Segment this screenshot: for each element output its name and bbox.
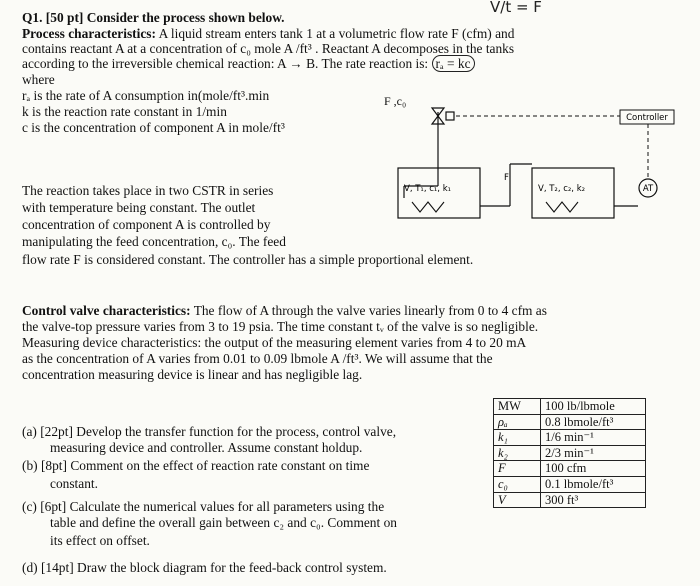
- definition-k: k is the reaction rate constant in 1/min: [22, 104, 227, 119]
- feed-label: F ,c₀: [384, 94, 407, 108]
- measuring-line-2: as the concentration of A varies from 0.01 to 0.09 lbmole A /ft³. We will assume that the: [22, 351, 493, 366]
- control-valve-icon: [432, 108, 454, 124]
- process-line-1: [22, 26, 514, 41]
- tank-2-label: V, T₂, c₂, k₂: [538, 184, 586, 194]
- agitator-icon: [546, 202, 578, 212]
- part-c-line-1: (c) [6pt] Calculate the numerical values for all parameters using the: [22, 499, 385, 514]
- table-row: [494, 476, 646, 492]
- part-c-line-2: table and define the overall gain between c₂ and c₀. Comment on: [50, 515, 397, 530]
- table-cell-symbol: k₁: [494, 430, 541, 446]
- definition-ra: rₐ is the rate of A consumption in(mole/ft³.min: [22, 88, 270, 103]
- valve-line-1: [22, 303, 547, 318]
- table-cell-symbol: V: [494, 492, 541, 508]
- table-row: [494, 461, 646, 477]
- process-diagram: [380, 88, 690, 228]
- measuring-line-1: Measuring device characteristics: the output of the measuring element varies from 4 to 20 mA: [22, 335, 527, 350]
- table-cell-value: 2/3 min⁻¹: [541, 445, 646, 461]
- parameter-table: [493, 398, 646, 508]
- table-cell-symbol: MW: [494, 399, 541, 415]
- table-row: [494, 399, 646, 415]
- tank-1-label: V, T₁, c₁, k₁: [404, 184, 452, 194]
- analyzer-label: AT: [642, 184, 654, 194]
- table-cell-value: 100 lb/lbmole: [541, 399, 646, 415]
- part-a-line-1: (a) [22pt] Develop the transfer function for the process, control valve,: [22, 424, 397, 439]
- series-line-5: flow rate F is considered constant. The controller has a simple proportional element.: [22, 252, 474, 267]
- part-a-line-2: measuring device and controller. Assume constant holdup.: [50, 440, 363, 455]
- table-cell-value: 0.8 lbmole/ft³: [541, 414, 646, 430]
- part-b-line-2: constant.: [50, 476, 98, 491]
- valve-heading: Control valve characteristics:: [22, 303, 191, 318]
- rate-expression: rₐ = kc: [432, 55, 475, 72]
- process-text-3: according to the irreversible chemical reaction: A → B. The rate reaction is:: [22, 56, 429, 71]
- series-line-1: The reaction takes place in two CSTR in series: [22, 183, 274, 198]
- agitator-icon: [412, 202, 444, 212]
- process-heading: Process characteristics:: [22, 26, 156, 41]
- series-line-2: with temperature being constant. The outlet: [22, 200, 256, 215]
- table-row: [494, 430, 646, 446]
- definition-c: c is the concentration of component A in mole/ft³: [22, 120, 285, 135]
- table-row: [494, 492, 646, 508]
- process-line-2: contains reactant A at a concentration of c₀ mole A /ft³ . Reactant A decomposes in the tanks: [22, 41, 515, 56]
- process-text-1: A liquid stream enters tank 1 at a volumetric flow rate F (cfm) and: [158, 26, 515, 41]
- series-line-4: manipulating the feed concentration, c₀. The feed: [22, 234, 286, 249]
- table-cell-symbol: ρₐ: [494, 414, 541, 430]
- table-cell-symbol: k₂: [494, 445, 541, 461]
- table-cell-value: 300 ft³: [541, 492, 646, 508]
- series-line-3: concentration of component A is controlled by: [22, 217, 271, 232]
- table-cell-value: 100 cfm: [541, 461, 646, 477]
- where-label: where: [22, 72, 55, 87]
- valve-text-1: The flow of A through the valve varies linearly from 0 to 4 cfm as: [193, 303, 547, 318]
- process-line-3: [22, 56, 475, 71]
- handwritten-annotation: V/t = F: [490, 0, 542, 16]
- part-d-line: (d) [14pt] Draw the block diagram for the feed-back control system.: [22, 560, 387, 575]
- table-cell-value: 0.1 lbmole/ft³: [541, 476, 646, 492]
- table-row: [494, 414, 646, 430]
- measuring-line-3: concentration measuring device is linear and has negligible lag.: [22, 367, 363, 382]
- part-c-line-3: its effect on offset.: [50, 533, 150, 548]
- controller-label: Controller: [626, 113, 668, 123]
- question-title: Q1. [50 pt] Consider the process shown below.: [22, 10, 285, 25]
- table-row: [494, 445, 646, 461]
- table-cell-symbol: F: [494, 461, 541, 477]
- part-b-line-1: (b) [8pt] Comment on the effect of reaction rate constant on time: [22, 458, 370, 473]
- table-cell-symbol: c₀: [494, 476, 541, 492]
- valve-line-2: the valve-top pressure varies from 3 to 19 psia. The time constant tᵥ of the valve is so negligible.: [22, 319, 539, 334]
- table-cell-value: 1/6 min⁻¹: [541, 430, 646, 446]
- flow-label: F: [504, 173, 509, 183]
